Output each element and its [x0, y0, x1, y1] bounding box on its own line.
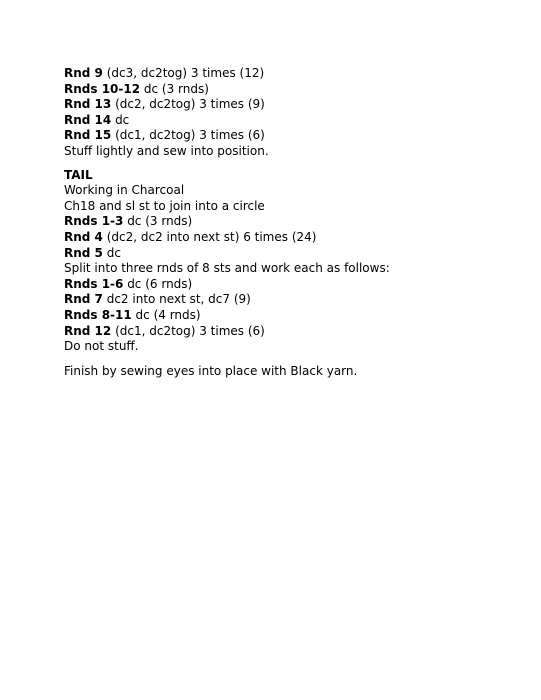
- round-label: Rnds 8-11: [64, 307, 132, 322]
- instruction-line: [64, 66, 504, 82]
- round-label: Rnds 10-12: [64, 81, 141, 96]
- instruction-line: [64, 82, 504, 98]
- round-text: dc (3 rnds): [123, 214, 193, 229]
- instruction-line: [64, 292, 504, 308]
- round-label: Rnd 9: [64, 66, 103, 80]
- round-text: dc (4 rnds): [131, 307, 201, 322]
- finish-note: Finish by sewing eyes into place with Black yarn.: [64, 363, 358, 378]
- instruction-line: [64, 308, 504, 324]
- round-label: Rnd 15: [64, 128, 112, 143]
- round-label: Rnd 4: [64, 229, 103, 244]
- instruction-line: [64, 230, 504, 246]
- instruction-line: [64, 246, 504, 262]
- round-label: Rnd 5: [64, 245, 103, 260]
- chain-instruction: Ch18 and sl st to join into a circle: [64, 198, 265, 213]
- round-text: (dc1, dc2tog) 3 times (6): [111, 128, 265, 143]
- round-text: dc (3 rnds): [140, 81, 209, 96]
- round-text: dc: [111, 112, 130, 127]
- split-note: Split into three rnds of 8 sts and work each as follows:: [64, 261, 390, 276]
- paragraph-gap: [64, 355, 504, 364]
- round-text: (dc2, dc2tog) 3 times (9): [111, 97, 265, 112]
- round-text: (dc3, dc2tog) 3 times (12): [102, 66, 265, 80]
- round-label: Rnd 12: [64, 323, 112, 338]
- yarn-color-note: Working in Charcoal: [64, 183, 185, 198]
- tail-heading: TAIL: [64, 167, 93, 182]
- instruction-line: [64, 324, 504, 340]
- round-label: Rnds 1-6: [64, 276, 124, 291]
- round-label: Rnd 7: [64, 292, 103, 307]
- instruction-line: [64, 97, 504, 113]
- pattern-page: [64, 66, 504, 379]
- stuffing-note: Do not stuff.: [64, 339, 139, 354]
- instruction-line: [64, 128, 504, 144]
- instruction-line: [64, 277, 504, 293]
- round-label: Rnd 13: [64, 97, 112, 112]
- round-label: Rnds 1-3: [64, 214, 124, 229]
- round-text: dc2 into next st, dc7 (9): [102, 292, 251, 307]
- instruction-line: [64, 214, 504, 230]
- round-text: dc (6 rnds): [123, 276, 193, 291]
- round-text: dc: [102, 245, 121, 260]
- instruction-line: [64, 113, 504, 129]
- round-label: Rnd 14: [64, 112, 112, 127]
- stuffing-note: Stuff lightly and sew into position.: [64, 143, 269, 158]
- round-text: (dc1, dc2tog) 3 times (6): [111, 323, 265, 338]
- round-text: (dc2, dc2 into next st) 6 times (24): [102, 229, 317, 244]
